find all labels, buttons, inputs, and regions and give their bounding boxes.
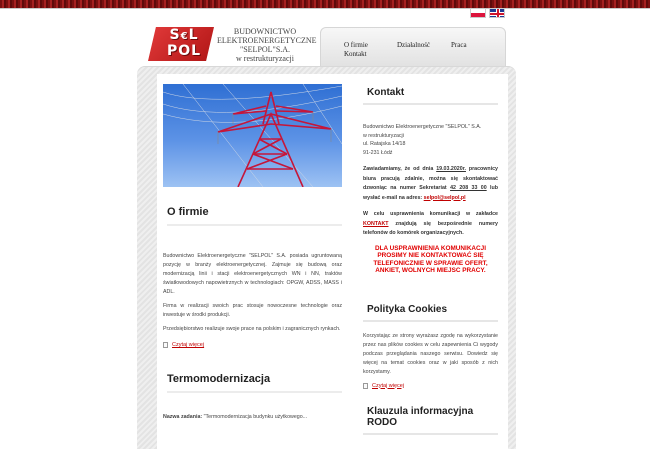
kontakt-link[interactable]: KONTAKT bbox=[363, 220, 389, 227]
thermo-label: Nazwa zadania: bbox=[163, 414, 203, 420]
notice-phone: 42 208 33 00 bbox=[450, 185, 487, 191]
cookies-readmore-link[interactable] bbox=[363, 383, 498, 389]
about-readmore-link[interactable] bbox=[163, 342, 342, 348]
about-section bbox=[163, 206, 342, 348]
cookies-readmore-label: Czytaj więcej bbox=[372, 382, 405, 389]
main-nav bbox=[320, 27, 506, 67]
contact-tab-notice bbox=[363, 210, 498, 239]
contact-line: w restrukturyzacji bbox=[363, 132, 404, 139]
contact-address bbox=[363, 123, 498, 157]
contact-line: Budownictwo Elektroenergetyczne "SELPOL" S.A. bbox=[363, 124, 482, 130]
left-column bbox=[163, 84, 342, 422]
cookies-title: Polityka Cookies bbox=[363, 301, 498, 322]
flag-en-icon[interactable] bbox=[489, 8, 505, 18]
contact-line: ul. Ratajska 14/18 bbox=[363, 141, 406, 147]
notice-text: W celu usprawnienia komunikacji w zakładce bbox=[363, 211, 498, 217]
thermo-section bbox=[163, 373, 342, 422]
thermo-paragraph bbox=[163, 413, 342, 422]
company-line: BUDOWNICTWO bbox=[233, 27, 297, 36]
document-icon bbox=[363, 383, 368, 389]
nav-item-praca[interactable]: Praca bbox=[451, 41, 467, 49]
company-name bbox=[217, 27, 317, 63]
nav-item-o-firmie[interactable]: O firmie bbox=[344, 41, 368, 49]
remote-work-notice bbox=[363, 165, 498, 203]
power-pylon-image bbox=[163, 84, 342, 187]
right-column bbox=[363, 84, 498, 438]
thermo-text: "Termomodernizacja budynku użytkowego... bbox=[203, 414, 308, 420]
contact-title: Kontakt bbox=[363, 84, 498, 105]
about-title: O firmie bbox=[167, 206, 342, 226]
cookies-text: Korzystając ze strony wyrażasz zgodę na wykorzystanie przez nas plików cookies w celu zapewnienia Ci wygody podczas przeglądania naszego serwisu. Dowiedz się więcej na temat cookies oraz w jaki sposób z nich korzystamy. bbox=[363, 332, 498, 375]
about-paragraph: Budownictwo Elektroenergetyczne "SELPOL" S.A. posiada ugruntowaną pozycję w branży elektroenergetycznej. Zajmuje się budową oraz modernizacją linii i stacji elektroenergetycznych WN i NN, traktów światłowodowych napowietrznych w technologiach: OPGW, ADSS, MASS i ADL. bbox=[163, 253, 342, 295]
notice-text: lub wysłać e-mail na adres: bbox=[363, 185, 498, 201]
notice-text: Zawiadamiamy, że od dnia bbox=[363, 166, 434, 172]
alert-message: DLA USPRAWNIENIA KOMUNIKACJI PROSIMY NIE KONTAKTOWAĆ SIĘ TELEFONICZNIE W SPRAWIE OFERT, ANKIET, WOLNYCH MIEJSC PRACY. bbox=[373, 244, 488, 274]
company-line: w restrukturyzacji bbox=[236, 54, 294, 63]
about-paragraph: Firma w realizacji swoich prac stosuje nowoczesne technologie oraz inwestuje w środki produkcji. bbox=[163, 303, 342, 318]
document-icon bbox=[163, 342, 168, 348]
thermo-title: Termomodernizacja bbox=[167, 373, 342, 393]
rodo-title: Klauzula informacyjna RODO bbox=[363, 403, 498, 435]
logo-text: S€L POL bbox=[166, 27, 202, 59]
about-paragraph: Przedsiębiorstwo realizuje swoje prace na polskim i zagranicznych rynkach. bbox=[163, 326, 341, 332]
language-switcher bbox=[470, 8, 505, 18]
notice-text: pracownicy biura pracują zdalnie, można się skontaktować dzwoniąc na numer Sekretariat bbox=[363, 166, 498, 191]
top-decorative-bar bbox=[0, 0, 650, 9]
nav-item-kontakt[interactable]: Kontakt bbox=[344, 50, 367, 58]
email-link[interactable]: selpol@selpol.pl bbox=[423, 194, 466, 201]
flag-pl-icon[interactable] bbox=[470, 8, 486, 18]
notice-date: 19.03.2020r. bbox=[436, 166, 466, 172]
company-line: ELEKTROENERGETYCZNE bbox=[217, 36, 317, 45]
contact-line: 91-231 Łódź bbox=[363, 149, 393, 156]
logo[interactable] bbox=[148, 27, 214, 61]
about-readmore-label: Czytaj więcej bbox=[172, 342, 205, 348]
nav-item-dzialalnosc[interactable]: Działalność bbox=[397, 41, 431, 49]
company-line: "SELPOL"S.A. bbox=[239, 45, 291, 54]
notice-text: znajdują się bezpośrednie numery telefonów do komórek organizacyjnych. bbox=[363, 220, 498, 236]
